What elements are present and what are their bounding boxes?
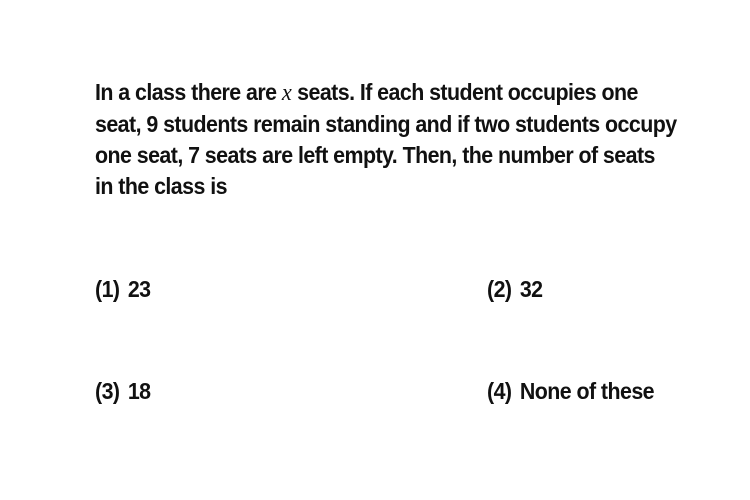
question-line-1-start: In a class there are [95, 79, 282, 105]
option-3-number: (3) [95, 378, 120, 404]
question-line-2: seat, 9 students remain standing and if two students occupy [95, 111, 677, 137]
option-1-text: 23 [127, 276, 151, 302]
option-1-number: (1) [95, 276, 120, 302]
option-3-text: 18 [127, 378, 151, 404]
option-4-text: None of these [519, 378, 655, 404]
question-line-1 [95, 77, 644, 109]
option-1[interactable] [95, 276, 151, 303]
option-2[interactable] [487, 276, 543, 303]
question-line-3: one seat, 7 seats are left empty. Then, the number of seats [95, 142, 655, 168]
question-line-4: in the class is [95, 173, 227, 199]
option-3[interactable] [95, 378, 151, 405]
option-4[interactable] [487, 378, 654, 405]
variable-x: x [281, 80, 292, 106]
option-4-number: (4) [487, 378, 512, 404]
option-2-number: (2) [487, 276, 512, 302]
question-line-1-end: seats. If each student occupies one [291, 79, 638, 105]
option-2-text: 32 [519, 276, 543, 302]
question-text [95, 77, 677, 202]
